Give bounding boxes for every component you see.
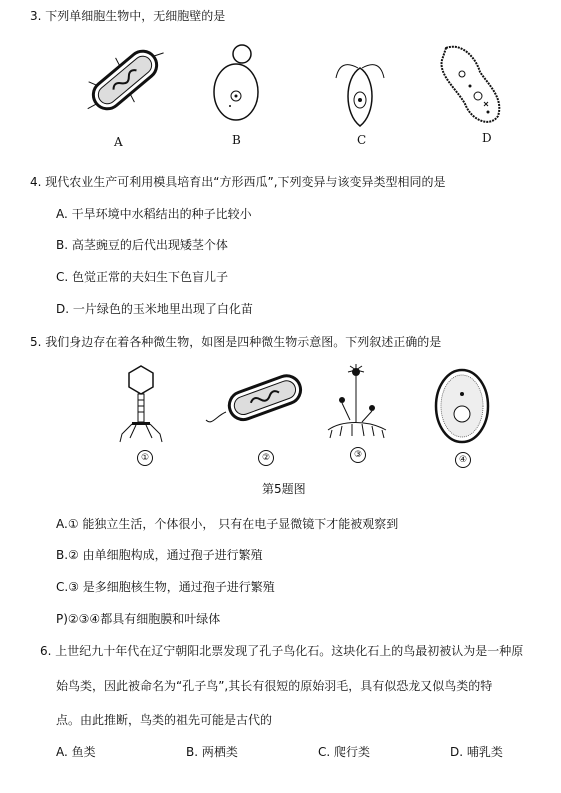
- bacteriophage-figure-1: [116, 364, 166, 444]
- q5-figure-caption: 第5题图: [262, 482, 306, 496]
- paramecium-figure-d: [432, 40, 512, 130]
- q3-label-c: C: [357, 133, 367, 147]
- q5-option-d: P)②③④都具有细胞膜和叶绿体: [56, 612, 221, 626]
- q6-option-c: C. 爬行类: [318, 745, 371, 759]
- bacterium-figure-2: [206, 370, 306, 430]
- chlamydomonas-figure-c: [330, 48, 390, 128]
- q3-label-d: D: [482, 131, 492, 145]
- q6-stem-line-1: 6. 上世纪九十年代在辽宁朝阳北票发现了孔子鸟化石。这块化石上的鸟最初被认为是一种原: [40, 644, 524, 658]
- mold-figure-3: [322, 364, 392, 444]
- q6-option-b: B. 两栖类: [186, 745, 238, 759]
- q5-option-c: C.③ 是多细胞核生物，通过孢子进行繁殖: [56, 580, 275, 594]
- q4-option-d: D. 一片绿色的玉米地里出现了白化苗: [56, 302, 253, 316]
- yeast-figure-b: [208, 42, 264, 124]
- yeast-figure-4: [432, 366, 492, 446]
- q3-stem: 3. 下列单细胞生物中，无细胞壁的是: [30, 9, 226, 23]
- q6-option-a: A. 鱼类: [56, 745, 96, 759]
- q5-figure-label-1: ①: [137, 450, 153, 466]
- q4-option-b: B. 高茎豌豆的后代出现矮茎个体: [56, 238, 228, 252]
- q5-figure-label-2: ②: [258, 450, 274, 466]
- q5-option-a: A.① 能独立生活，个体很小， 只有在电子显微镜下才能被观察到: [56, 517, 399, 531]
- q5-figure-label-4: ④: [455, 452, 471, 468]
- bacterium-figure-a: [80, 40, 170, 120]
- q4-option-a: A. 干旱环境中水稻结出的种子比较小: [56, 207, 252, 221]
- q6-stem-line-3: 点。由此推断，鸟类的祖先可能是古代的: [56, 713, 273, 727]
- q6-option-d: D. 哺乳类: [450, 745, 503, 759]
- q4-option-c: C. 色觉正常的夫妇生下色盲儿子: [56, 270, 229, 284]
- q5-stem: 5. 我们身边存在着各种微生物，如图是四种微生物示意图。下列叙述正确的是: [30, 335, 442, 349]
- q6-stem-line-2: 始鸟类，因此被命名为“孔子鸟”,其长有很短的原始羽毛，具有似恐龙又似鸟类的特: [56, 679, 493, 693]
- q3-label-b: B: [232, 133, 241, 147]
- q5-figure-label-3: ③: [350, 447, 366, 463]
- q3-label-a: A: [114, 135, 123, 149]
- q4-stem: 4. 现代农业生产可利用模具培育出“方形西瓜”,下列变异与该变异类型相同的是: [30, 175, 446, 189]
- q5-option-b: B.② 由单细胞构成，通过孢子进行繁殖: [56, 548, 263, 562]
